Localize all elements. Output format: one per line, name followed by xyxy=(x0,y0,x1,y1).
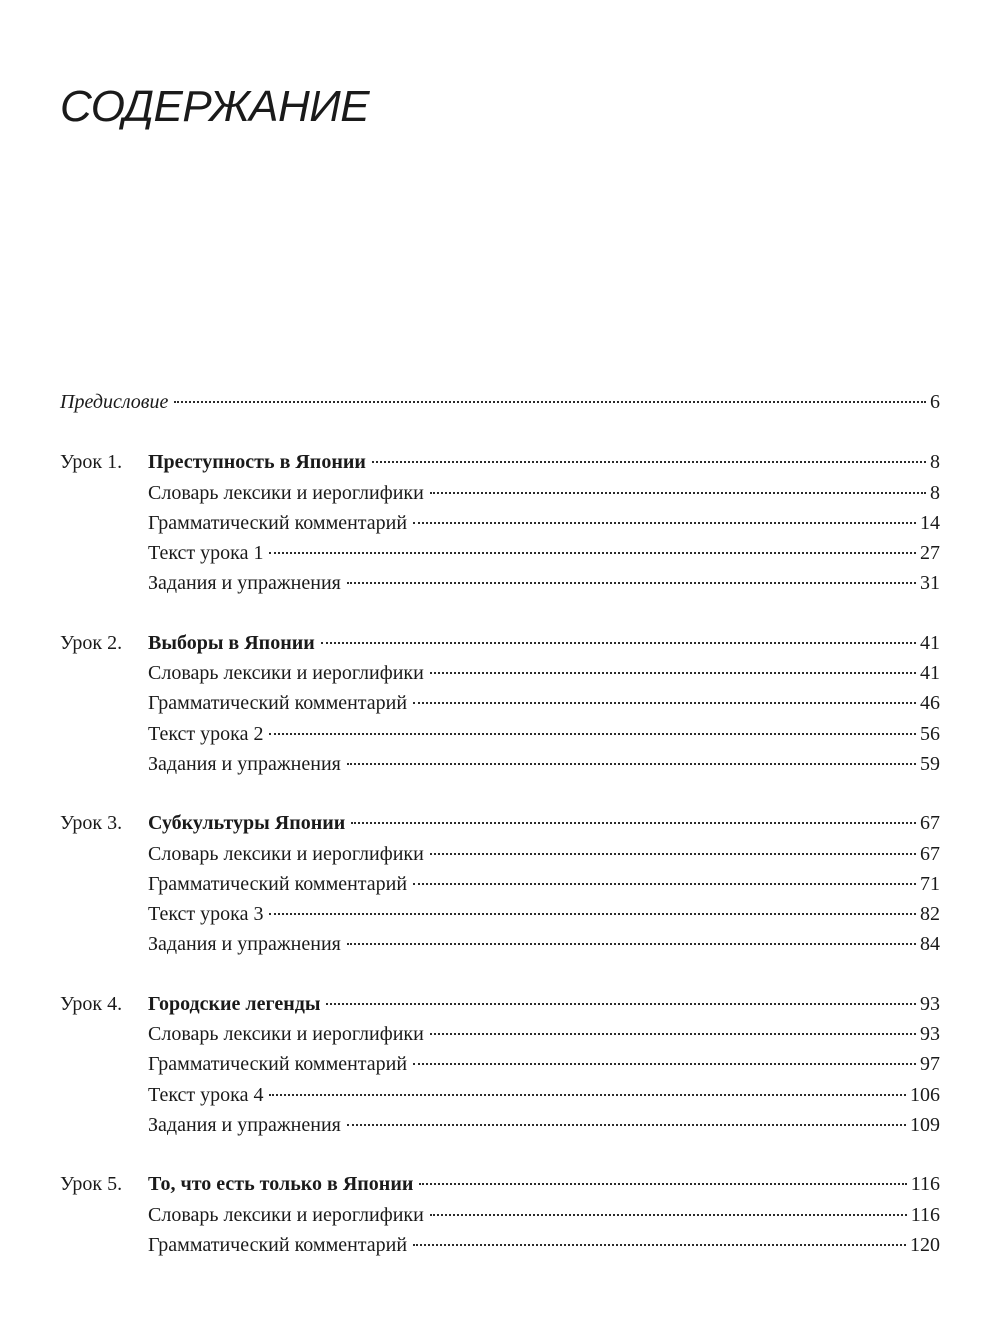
toc-section[interactable] xyxy=(60,839,940,869)
toc-section-label: Текст урока 3 xyxy=(148,903,264,926)
toc-section[interactable] xyxy=(60,869,940,899)
toc-page-number: 67 xyxy=(920,812,940,835)
dot-leader xyxy=(347,1124,906,1126)
lesson-title: Субкультуры Японии xyxy=(148,812,346,835)
lesson-title: Преступность в Японии xyxy=(148,451,366,474)
toc-page-number: 67 xyxy=(920,842,940,865)
toc-page-number: 109 xyxy=(910,1113,940,1136)
toc-page-number: 116 xyxy=(910,1203,940,1226)
toc-section[interactable] xyxy=(60,568,940,598)
toc-page-number: 84 xyxy=(920,933,940,956)
dot-leader xyxy=(347,943,916,945)
dot-leader xyxy=(430,1033,916,1035)
spacer xyxy=(60,1140,940,1169)
lesson-number: Урок 1. xyxy=(60,451,123,474)
dot-leader xyxy=(269,913,916,915)
toc-section[interactable] xyxy=(60,1230,940,1260)
toc-lesson-2[interactable] xyxy=(60,628,940,658)
toc-page-number: 6 xyxy=(930,391,940,413)
toc-section-label: Грамматический комментарий xyxy=(148,872,408,895)
toc-section-label: Словарь лексики и иероглифики xyxy=(148,1203,424,1226)
toc-entry-label: Предисловие xyxy=(60,391,169,413)
toc-page-number: 106 xyxy=(910,1083,940,1106)
toc-section[interactable] xyxy=(60,899,940,929)
toc-lesson-4[interactable] xyxy=(60,989,940,1019)
toc-section[interactable] xyxy=(60,1110,940,1140)
dot-leader xyxy=(413,883,916,885)
toc-section-label: Задания и упражнения xyxy=(148,933,341,956)
toc-section-label: Задания и упражнения xyxy=(148,1113,341,1136)
toc-entry-preface[interactable] xyxy=(60,387,940,417)
dot-leader xyxy=(174,401,926,403)
dot-leader xyxy=(321,642,916,644)
toc-section[interactable] xyxy=(60,538,940,568)
page-title: СОДЕРЖАНИЕ xyxy=(60,82,370,131)
toc-section[interactable] xyxy=(60,719,940,749)
dot-leader xyxy=(430,853,916,855)
toc-section[interactable] xyxy=(60,749,940,779)
toc-page-number: 27 xyxy=(920,542,940,565)
toc-page-number: 59 xyxy=(920,752,940,775)
lesson-number: Урок 5. xyxy=(60,1173,123,1196)
dot-leader xyxy=(347,763,916,765)
dot-leader xyxy=(326,1003,916,1005)
toc-page-number: 116 xyxy=(910,1173,940,1196)
dot-leader xyxy=(413,702,916,704)
toc-page-number: 31 xyxy=(920,572,940,595)
toc-section[interactable] xyxy=(60,1200,940,1230)
spacer xyxy=(60,417,940,447)
toc-section-label: Текст урока 2 xyxy=(148,722,264,745)
spacer xyxy=(60,599,940,628)
toc-section[interactable] xyxy=(60,508,940,538)
dot-leader xyxy=(351,822,916,824)
toc-section[interactable] xyxy=(60,688,940,718)
lesson-title: Городские легенды xyxy=(148,992,321,1015)
spacer xyxy=(60,960,940,989)
toc-page-number: 82 xyxy=(920,903,940,926)
dot-leader xyxy=(347,582,916,584)
toc-lesson-3[interactable] xyxy=(60,808,940,838)
lesson-title: То, что есть только в Японии xyxy=(148,1173,414,1196)
dot-leader xyxy=(269,552,916,554)
lesson-number: Урок 3. xyxy=(60,812,123,835)
toc-page-number: 14 xyxy=(920,511,940,534)
toc-section-label: Грамматический комментарий xyxy=(148,511,408,534)
dot-leader xyxy=(430,1214,907,1216)
toc-section-label: Задания и упражнения xyxy=(148,752,341,775)
toc-section-label: Словарь лексики и иероглифики xyxy=(148,481,424,504)
toc-section[interactable] xyxy=(60,929,940,959)
spacer xyxy=(60,779,940,808)
dot-leader xyxy=(413,522,916,524)
toc-section[interactable] xyxy=(60,1080,940,1110)
toc-page-number: 8 xyxy=(930,481,940,504)
lesson-title: Выборы в Японии xyxy=(148,631,315,654)
dot-leader xyxy=(413,1244,906,1246)
dot-leader xyxy=(430,492,926,494)
toc-page-number: 93 xyxy=(920,992,940,1015)
toc-page-number: 71 xyxy=(920,872,940,895)
toc-section-label: Словарь лексики и иероглифики xyxy=(148,842,424,865)
toc-section-label: Текст урока 1 xyxy=(148,542,264,565)
toc-section[interactable] xyxy=(60,1049,940,1079)
dot-leader xyxy=(372,461,926,463)
toc-lesson-5[interactable] xyxy=(60,1169,940,1199)
toc-section[interactable] xyxy=(60,658,940,688)
toc-section-label: Грамматический комментарий xyxy=(148,1233,408,1256)
lesson-number: Урок 4. xyxy=(60,992,123,1015)
dot-leader xyxy=(269,733,916,735)
toc-page-number: 41 xyxy=(920,662,940,685)
toc-page-number: 46 xyxy=(920,692,940,715)
toc-page-number: 56 xyxy=(920,722,940,745)
toc-lesson-1[interactable] xyxy=(60,447,940,477)
toc-section-label: Текст урока 4 xyxy=(148,1083,264,1106)
dot-leader xyxy=(269,1094,906,1096)
toc-page-number: 8 xyxy=(930,451,940,474)
lesson-number: Урок 2. xyxy=(60,631,123,654)
dot-leader xyxy=(419,1183,906,1185)
toc-section-label: Грамматический комментарий xyxy=(148,692,408,715)
toc-section-label: Грамматический комментарий xyxy=(148,1053,408,1076)
dot-leader xyxy=(430,672,916,674)
toc-section-label: Словарь лексики и иероглифики xyxy=(148,1023,424,1046)
toc-page-number: 93 xyxy=(920,1023,940,1046)
table-of-contents xyxy=(60,387,940,1260)
toc-section[interactable] xyxy=(60,1019,940,1049)
toc-section[interactable] xyxy=(60,478,940,508)
dot-leader xyxy=(413,1063,916,1065)
toc-page-number: 120 xyxy=(910,1233,940,1256)
toc-page-number: 41 xyxy=(920,631,940,654)
toc-section-label: Задания и упражнения xyxy=(148,572,341,595)
toc-page-number: 97 xyxy=(920,1053,940,1076)
toc-section-label: Словарь лексики и иероглифики xyxy=(148,662,424,685)
